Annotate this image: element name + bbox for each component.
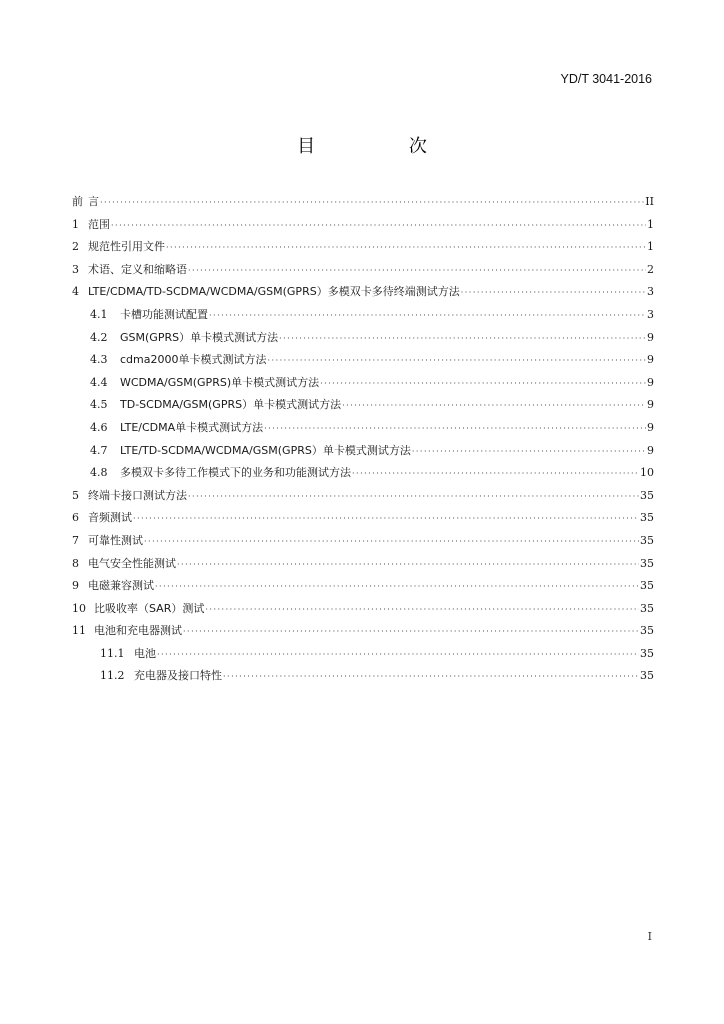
toc-dot-leader — [205, 605, 639, 614]
toc-entry-number: 6 — [72, 511, 79, 525]
toc-dot-leader — [352, 469, 639, 478]
toc-dot-leader — [144, 537, 639, 546]
toc-dot-leader — [412, 447, 646, 456]
toc-entry-page: II — [645, 195, 654, 208]
toc-entry-title: 电磁兼容测试 — [88, 579, 154, 593]
toc-entry-number: 9 — [72, 579, 79, 593]
toc-entry-title: 言 — [88, 195, 99, 208]
toc-entry[interactable] — [72, 216, 654, 239]
toc-entry-title: 范围 — [88, 217, 110, 231]
toc-entry-number: 4.2 — [90, 330, 108, 344]
toc-entry-number: 8 — [72, 556, 79, 570]
toc-entry[interactable] — [72, 600, 654, 623]
toc-entry-page: 35 — [640, 646, 654, 660]
toc-entry[interactable] — [72, 464, 654, 487]
toc-entry-page: 3 — [647, 307, 654, 321]
toc-dot-leader — [279, 334, 646, 343]
toc-entry[interactable] — [72, 261, 654, 284]
toc-entry-page: 35 — [640, 556, 654, 570]
toc-entry-number: 4.5 — [90, 398, 108, 412]
toc-entry-page: 9 — [647, 330, 654, 344]
toc-dot-leader — [155, 582, 639, 591]
toc-entry-title: TD-SCDMA/GSM(GPRS）单卡模式测试方法 — [120, 398, 342, 412]
toc-entry[interactable] — [72, 351, 654, 374]
toc-entry[interactable] — [72, 374, 654, 397]
toc-entry-title: LTE/CDMA单卡模式测试方法 — [120, 420, 264, 434]
toc-entry[interactable] — [72, 645, 654, 668]
toc-entry[interactable] — [72, 622, 654, 645]
toc-entry-title: 卡槽功能测试配置 — [120, 307, 208, 321]
toc-entry-page: 35 — [640, 624, 654, 638]
toc-entry-number: 11.1 — [100, 646, 125, 660]
toc-entry-number: 前 — [72, 195, 83, 208]
toc-entry[interactable] — [72, 419, 654, 442]
toc-entry-title: 电气安全性能测试 — [88, 556, 176, 570]
toc-entry[interactable] — [72, 442, 654, 465]
toc-entry-page: 9 — [647, 353, 654, 367]
toc-entry-page: 9 — [647, 375, 654, 389]
toc-entry[interactable] — [72, 509, 654, 532]
toc-dot-leader — [223, 672, 639, 681]
toc-entry-title: 音频测试 — [88, 511, 132, 525]
toc-entry-page: 35 — [640, 601, 654, 615]
toc-dot-leader — [461, 288, 646, 297]
toc-dot-leader — [157, 650, 639, 659]
toc-entry-number: 4.6 — [90, 420, 108, 434]
toc-entry-number: 11 — [72, 624, 86, 638]
toc-entry-number: 1 — [72, 217, 79, 231]
toc-entry[interactable] — [72, 396, 654, 419]
toc-entry[interactable] — [72, 487, 654, 510]
toc-dot-leader — [188, 266, 646, 275]
toc-entry-number: 7 — [72, 533, 79, 547]
toc-dot-leader — [133, 514, 639, 523]
toc-entry-title: 规范性引用文件 — [88, 240, 165, 254]
toc-dot-leader — [177, 560, 639, 569]
toc-dot-leader — [183, 627, 639, 636]
toc-entry-page: 35 — [640, 579, 654, 593]
toc-entry-number: 4 — [72, 285, 79, 299]
toc-entry-title: WCDMA/GSM(GPRS)单卡模式测试方法 — [120, 375, 320, 389]
toc-entry-title: 多模双卡多待工作模式下的业务和功能测试方法 — [120, 466, 351, 480]
toc-entry-number: 4.4 — [90, 375, 108, 389]
toc-entry-title: 术语、定义和缩略语 — [88, 262, 187, 276]
toc-dot-leader — [209, 311, 646, 320]
toc-entry-number: 3 — [72, 262, 79, 276]
toc-entry-page: 9 — [647, 420, 654, 434]
toc-entry-title: 充电器及接口特性 — [134, 669, 222, 683]
toc-entry-number: 10 — [72, 601, 86, 615]
toc-entry-number: 4.7 — [90, 443, 108, 457]
toc-entry-page: 3 — [647, 285, 654, 299]
toc-entry-title: 可靠性测试 — [88, 533, 143, 547]
toc-entry[interactable] — [72, 329, 654, 352]
toc-entry-number: 2 — [72, 240, 79, 254]
toc-entry-page: 2 — [647, 262, 654, 276]
toc-entry-number: 11.2 — [100, 669, 125, 683]
toc-entry-page: 35 — [640, 488, 654, 502]
toc-entry-title: 比吸收率（SAR）测试 — [94, 601, 205, 615]
toc-entry[interactable] — [72, 238, 654, 261]
toc-entry-number: 4.1 — [90, 307, 108, 321]
document-code: YD/T 3041-2016 — [560, 72, 652, 86]
toc-entry-title: 电池 — [134, 646, 156, 660]
toc-entry-title: cdma2000单卡模式测试方法 — [120, 353, 267, 367]
toc-entry-title: LTE/TD-SCDMA/WCDMA/GSM(GPRS）单卡模式测试方法 — [120, 443, 411, 457]
toc-dot-leader — [320, 379, 646, 388]
toc-entry-title: GSM(GPRS）单卡模式测试方法 — [120, 330, 279, 344]
toc-entry[interactable] — [72, 555, 654, 578]
table-of-contents — [72, 193, 654, 690]
toc-entry-title: 终端卡接口测试方法 — [88, 488, 187, 502]
toc-dot-leader — [267, 356, 646, 365]
toc-entry-page: 35 — [640, 511, 654, 525]
toc-dot-leader — [342, 401, 646, 410]
toc-entry-page: 35 — [640, 533, 654, 547]
toc-entry-page: 35 — [640, 669, 654, 683]
toc-dot-leader — [166, 243, 646, 252]
toc-entry[interactable] — [72, 283, 654, 306]
toc-title: 目 次 — [297, 136, 471, 157]
toc-dot-leader — [100, 198, 644, 207]
toc-entry[interactable] — [72, 667, 654, 690]
toc-entry[interactable] — [72, 306, 654, 329]
toc-entry[interactable] — [72, 577, 654, 600]
toc-entry-number: 4.8 — [90, 466, 108, 480]
toc-entry[interactable] — [72, 532, 654, 555]
toc-dot-leader — [111, 221, 646, 230]
toc-entry-page: 9 — [647, 443, 654, 457]
toc-entry-page: 1 — [647, 217, 654, 231]
toc-entry-title: 电池和充电器测试 — [94, 624, 182, 638]
toc-entry-title: LTE/CDMA/TD-SCDMA/WCDMA/GSM(GPRS）多模双卡多待终端测试方法 — [88, 285, 460, 299]
toc-dot-leader — [188, 492, 639, 501]
page-number: I — [647, 930, 652, 943]
toc-entry-page: 9 — [647, 398, 654, 412]
toc-entry-number: 4.3 — [90, 353, 108, 367]
toc-entry-number: 5 — [72, 488, 79, 502]
toc-entry-page: 10 — [640, 466, 654, 480]
toc-entry[interactable] — [72, 193, 654, 216]
toc-dot-leader — [264, 424, 646, 433]
toc-entry-page: 1 — [647, 240, 654, 254]
